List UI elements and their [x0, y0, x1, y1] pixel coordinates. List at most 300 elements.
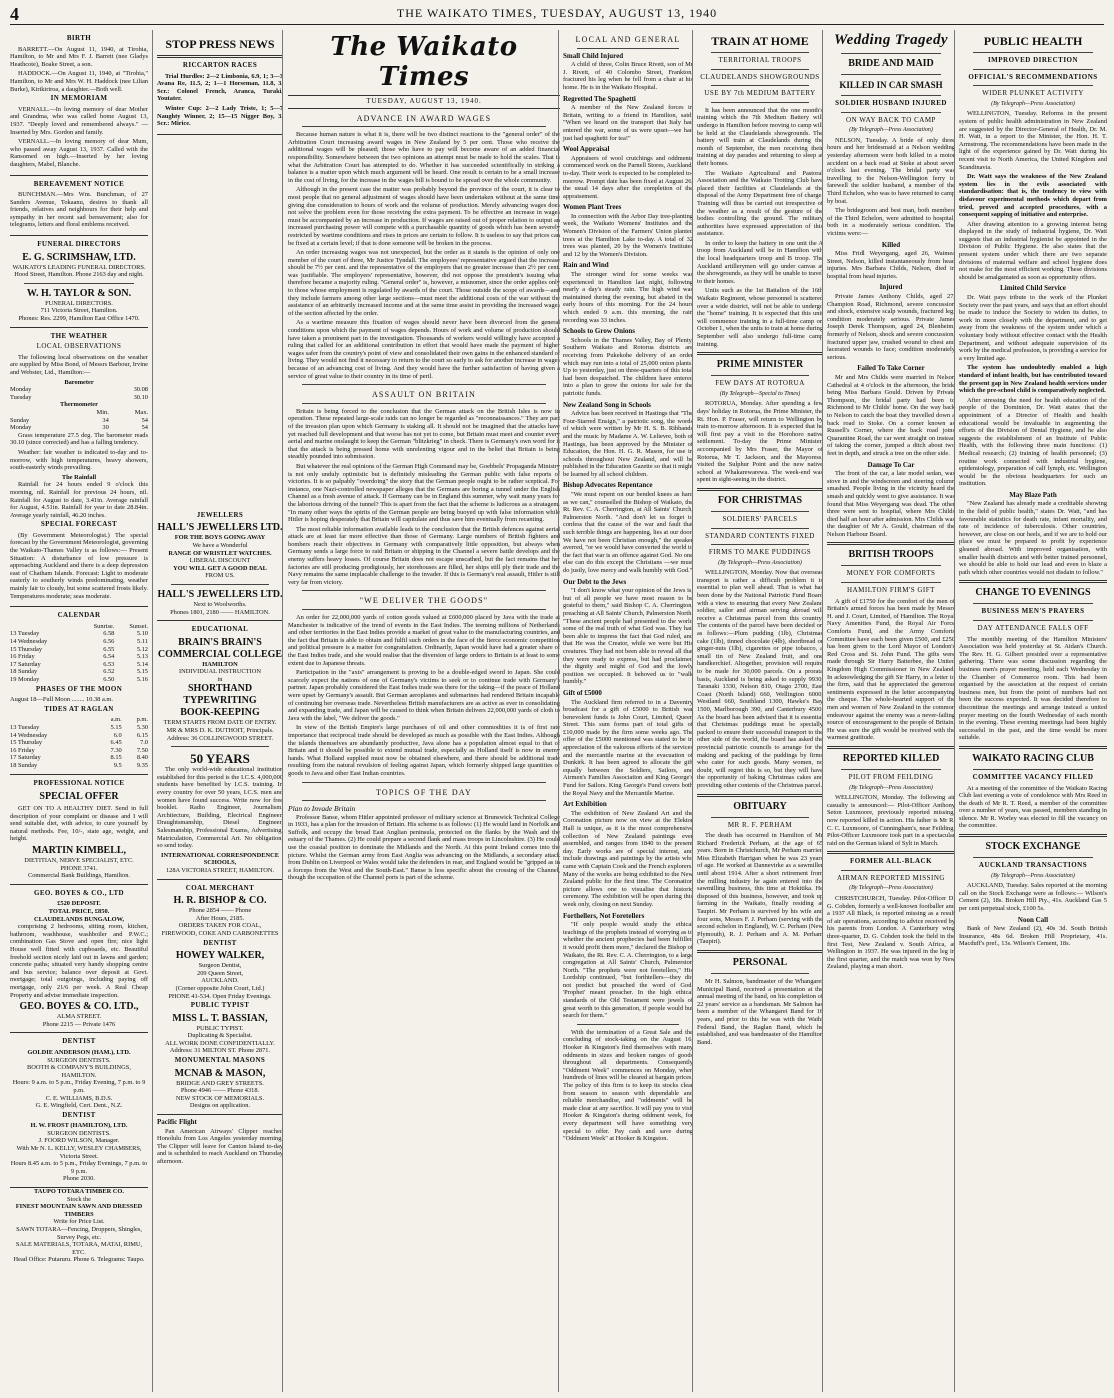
- ics-body: The only world-wide educational institution established for this period is the I.C.S. 4,000,000 students have benefited by I.C.S. training. In every country for over 50 years, I.C.S. men and women have found success. Write now for free booklet. Radio Engineer, Journalism, Architecture, Building, Electrical Engineer, Draughtsmanship, Diesel Engineer, Salesmanship, Professional Exams, Advertising, Matriculation, Commercial Art. No obligation, so send today.: [157, 766, 283, 850]
- ics-ad: [157, 751, 283, 874]
- weather-note: Weather: fair weather is indicated to-day and to-morrow, with high temperatures, heavy showers, south-easterly winds prevailing.: [10, 448, 148, 472]
- weather-note: Grass temperature 27.5 deg. The barometer reads 30.10 (since corrected) and has a falling tendency.: [10, 431, 148, 447]
- thermo-max: 54: [141, 424, 148, 432]
- wedding-byline: (By Telegraph—Press Association): [849, 127, 933, 134]
- pacific-body: Pan American Airways' Clipper reached Honolulu from Los Angeles yesterday morning. The Clipper will leave for Canton Island to-day and is scheduled to reach Auckland on Thursday afternoon.: [157, 1127, 283, 1165]
- halls-line: LIBERAL DISCOUNT: [189, 557, 251, 565]
- memoriam-notice: VERNALL.—In loving memory of dear Mother and Grandma, who was called home August 13, 1937. "Deeply loved and remembered always." —Inserted by Mrs. Gordon and family.: [10, 105, 148, 136]
- allblack-heading: FORMER ALL-BLACK: [849, 857, 933, 866]
- kimbell-line: Commercial Bank Buildings, Hamilton.: [27, 872, 131, 880]
- barometer-heading: Barometer: [64, 378, 94, 386]
- dentist-name: GOLDIE ANDERSON (HAM.), LTD.: [27, 1048, 131, 1056]
- evenings-paragraph: The monthly meeting of the Hamilton Ministers' Association was held yesterday at St. Aidan's Church. The Rev. H. G. Gilbert presided over a representative gathering. There was some discussion regarding the business men's prayer meeting, held each Wednesday in the Chamber of Commerce room. This had been organised by the association at the request of certain business men, but from the point of numbers had not been the success expected. It was decided therefore to discontinue the meetings and arrange instead a united prayer meeting on the fourth Wednesday of each month in the evening. These evening meetings had been highly successful in the past, and the time would be more suitable.: [959, 635, 1107, 742]
- editorial-paragraph: But whatever the real opinions of the German High Command may be, Goebbels' Propaganda Ministry is not only unduly optimistic but is definitely misleading the German public with false reports of victories. It is so palpably "overdoing" the story that the German people ought to be rather sceptical. For instance, one Nazi-controlled newspaper alleges that the Germans are boring a tunnel under the English Channel as a fresh avenue of attack. If Germany can be in England this summer, why wait many years for the laborious driving of the tunnel? This is apart from the fact that the scheme is ludicrous as a stratagem. "In many other ways the spirits of the German people are being buoyed up with false information while Hitler is hoping desperately that Britain will capitulate and thus save him eventually from recanting.: [288, 462, 560, 524]
- failed-heading: Failed To Take Corner: [857, 364, 925, 373]
- injured-heading: Injured: [879, 283, 903, 292]
- sunset: 5.15: [136, 668, 148, 676]
- editorial-paragraph: The most reliable information available leads to the conclusion that the British defences against aerial attack are at least far more effective than those of Germany. Large numbers of British fighters and bombers reach their objectives in Germany with comparatively little opposition, but always when Germany sends a large force to raid Britain or shipping in the Channel a severe battle develops and the enemy suffers heavy losses. Of course Britain does not escape unscathed, but the fact remains that her factories are still producing prodigiously, her storehouses are filled, her ships still ply their trade and the Navy remains the same implacable challenge to the invader. If this is Germany's real assault, Hitler is still very far from victory.: [288, 525, 560, 586]
- noon-heading: Noon Call: [1017, 915, 1049, 924]
- barometer-day: Tuesday: [10, 393, 32, 401]
- editorial-paragraph: Although in the present case the matter was probably beyond the province of the court, it is clear to most people that no general adjustment of wages should have been undertaken without at the same time giving due consideration to hours of work and the volume of production. Merely advancing wages does not solve the problem even for those receiving the extra payment. To be effective an increase in wages must be accompanied by an increase in production. If wages are raised out of proper relation to output an increased purchasing power will compete with a purchasable quantity of goods which has been severely restricted by wartime conditions and rises in prices are certain to follow. It is useless to say that prices can be fixed at a certain level; if that is done someone will be broken in the process.: [288, 186, 560, 247]
- column-3-editorial: [282, 30, 565, 1392]
- christmas-heading: FOR CHRISTMAS: [717, 494, 803, 506]
- thermo-min: 30: [102, 424, 109, 432]
- walker-line: (Corner opposite John Court, Ltd.): [175, 984, 265, 992]
- racing-subheading: COMMITTEE VACANCY FILLED: [972, 772, 1094, 781]
- special-forecast-text: (By Government Meteorologist.) The special forecast by the Government Meteorologist, governing the Waikato-Thames Valley is as follows:— Present Situation: A disturbance of low pressure is approaching Auckland and there is a deep depression east of Chatham Islands. Forecast: Light to moderate easterly to southerly winds predominating, weather mainly fair to cloudy, but some scattered frosts likely. Temperatures moderate; seas moderate.: [10, 531, 148, 600]
- taupo-ad: [10, 1188, 148, 1264]
- educational-heading: EDUCATIONAL: [191, 625, 249, 634]
- reported-byline: (By Telegraph—Press Association): [849, 784, 933, 791]
- calendar-col: [10, 623, 77, 631]
- calendar-day: 14 Wednesday: [10, 638, 48, 645]
- calendar-col: Sunset.: [129, 622, 148, 630]
- dentist-line: SURGEON DENTISTS.: [47, 1056, 111, 1064]
- funeral-ad-line: 711 Victoria Street, Hamilton.: [40, 307, 118, 315]
- brains-line: MR & MRS D. K. DUTHOIT, Principals.: [166, 727, 274, 735]
- halls-line: RANGE OF WRISTLET WATCHES.: [168, 549, 272, 557]
- dentist-line: J. FOORD WILSON, Manager.: [38, 1137, 120, 1145]
- editorial-paragraph: Because human nature is what it is, there will be two distinct reactions to the "general order" of the Arbitration Court increasing award wages in New Zealand by 5 per cent. Those who receive the additional wages will be pleased; those who have to pay will become aware of an added financial responsibility. Somewhere between the two opinions an attempt must be made to hold the scales. That is what the Arbitration Court has attempted to do. Whether it has succeeded scientifically in striking a balance is a matter upon which much argument will be heard. One result is certain to be a small increase in the cost of living, for the increase in the wages bill is bound to be spread over the whole community.: [288, 131, 560, 184]
- health-subheading: WIDER PLUNKET ACTIVITY: [982, 89, 1084, 98]
- boyes-line: ALMA STREET.: [56, 1013, 102, 1021]
- calendar-day: 16 Friday: [10, 653, 35, 661]
- pm-paragraph: ROTORUA, Monday. After spending a few days' holiday in Rotorua, the Prime Minister, the Rt. Hon. P. Fraser, will return to Wellington by train to-morrow afternoon. It is expected that he will first pay a visit to the Horohoro native settlement. To-day the Prime Minister, accompanied by Mrs Fraser, the Mayor of Rotorua, Mr T. Jackson, and the Mayoress, visited the Sulphur Point and the new native school at Whakarewarewa. The week-end was spent in sight-seeing in the district.: [697, 400, 823, 484]
- failed-paragraph: Mr and Mrs Childs were married in Nelson Cathedral at 4 o'clock in the afternoon, the bride being Miss Barbara Gould. Driven by Private Thompson, the bridal party had been to Richmond to Mr Childs' home. On the way back to Nelson to catch the boat they travelled down a back road to Stoke. On a corner known as Russell's Corner, where the back road joins Quarantine Road, the car went straight on instead of taking the corner, jumped a ditch about two feet in depth, and struck a tree on the other side.: [827, 374, 955, 457]
- news-item-heading: Women Plant Trees: [563, 203, 622, 212]
- funeral-ad-name: W. H. TAYLOR & SON.: [26, 287, 132, 299]
- damage-paragraph: The front of the car, a late model sedan, was stove in and the windscreen and steering column smashed. People living in the vicinity heard the smash and quickly went to give assistance. It was found that Miss Weyergang was dead. The other three were sent to hospital, where Mrs Childs died half an hour after admission. Mrs Childs was the daughter of Mr A. Gould, chairman of the Nelson Harbour Board.: [827, 470, 955, 538]
- wedding-heading: Wedding Tragedy: [834, 32, 948, 48]
- brains-line: INDIVIDUAL INSTRUCTION: [179, 668, 261, 676]
- brains-title: COMMERCIAL COLLEGE: [157, 648, 283, 660]
- birth-notice: BARRETT.—On August 11, 1940, at Tirohia, Hamilton, to Mr and Mrs F. J. Barrett (nee Gladys Heathcote), Boake Street, a son.: [10, 45, 148, 68]
- jewellers-heading: JEWELLERS: [196, 510, 244, 519]
- sunrise: 6.58: [103, 630, 115, 638]
- editorial-paragraph: An order increasing wages was not unexpected, but the order as it stands is the opinion of only one member of the court of three, Mr Justice Tyndall. The employees' representative argued that the increase should be 7½ per cent. and the representative of the employers that no greater increase than 2½ per cent. was justifiable. The employers' representative, however, did not oppose the president's issuing what therefore became a majority ruling. "General order" is, however, a misnomer, since the order applies only to those whose employment is regulated by awards of the court. Those outside the scope of awards—and they include farmers among other large sections—must meet the additional costs of the war without the assistance of an arbitrarily increased income and at the same time assist in providing the increased wages of the section affected by the order.: [288, 249, 560, 317]
- dentist-heading: DENTIST: [62, 1110, 96, 1119]
- child-heading: Limited Child Service: [1000, 284, 1066, 293]
- barometer-table: [10, 386, 148, 401]
- taupo-line: SALE MATERIALS, TOTARA, MATAI, RIMU, ETC.: [15, 1241, 143, 1256]
- news-item-body: The exhibition of New Zealand Art and the Coronation picture now on view at the Elektor Hall is unique, as it is the most comprehensive collection of New Zealand paintings ever assembled, and ranges from 1840 to the present day. Early works are of special interest, and include drawings and paintings by the artists who came with Captain Cook and the French explorers. Many of the works are being exhibited to the New Zealand public for the first time. The Coronation picture allows one to visualise that historic ceremony. The exhibition will be open during this week only, closing on next Sunday.: [563, 809, 693, 908]
- news-item-heading: Schools to Grow Onions: [563, 327, 636, 336]
- tide-day: 16 Friday: [10, 746, 35, 754]
- troops-subheading: MONEY FOR COMFORTS: [846, 569, 936, 578]
- allblack-byline: (By Telegraph—Press Association): [849, 885, 933, 892]
- tide-pm: 6.15: [136, 731, 148, 739]
- damage-heading: Damage To Car: [867, 460, 915, 469]
- news-item-body: "I don't know what your opinion of the Jews is, but of all people we have most reason to be grateful to them," said Bishop C. A. Cherrington, preaching at All Saints' Church, Palmerston North. "These ancient people had presented to the world some of the real truth of what God was. They had been able to impress the fact that God ruled, and that He was the Creator, while we were but His creatures. They had not been able to reveal all that they were ready to express, but had proclaimed the dignity and might of God and the lowly position we occupied. It behoved us to "walk humbly.": [563, 587, 693, 686]
- train-subheading: USE BY 7th MEDIUM BATTERY: [704, 89, 816, 98]
- boyes-desc: comprising 2 bedrooms, sitting room, kitchen, bathroom, washhouse, washboiler and P.W.C.; combination Gas Stove and open fire; nice light House well fitted with cupboards, etc. Beautiful freehold section nicely laid out in lawns and garden; concrete paths; situated very handy shopping centre and bus service; balance over deposit at Govt. mortgage; total outgoings, including paying off mortgage, only 21/6 per week. A Real Cheap Property and advise immediate inspection.: [10, 923, 148, 999]
- news-item-body: A child of three, Colin Bruce Rivett, son of Mr J. Rivett, of 40 Colombo Street, Frankton, fractured his leg when he fell from a chair at his home. He is in the Waikato Hospital.: [563, 61, 693, 91]
- news-item-body: The Auckland firm referred to in a Daventry broadcast for a gift of £5000 to British war benevolent funds is John Court, Limited, Queen Street. This sum forms part of total gifts of £10,000 made by the firm some weeks ago. The offer of the £5000 mentioned was stated to be in appreciation of the valorous efforts of the services and the mercantile marine at the evacuation of Dunkirk. It has been agreed to allocate the gift equally between the Soldiers, Sailors, and Airmen's Families Association and King George's Fund for Sailors. King George's Fund covers both the Royal Navy and the Mercantile Marine.: [563, 698, 693, 797]
- column-5: [692, 30, 827, 1392]
- tide-day: 18 Sunday: [10, 761, 38, 769]
- stock-byline: (By Telegraph—Press Association): [991, 872, 1075, 879]
- wedding-subheading: KILLED IN CAR SMASH: [839, 80, 943, 90]
- pm-subheading: FEW DAYS AT ROTORUA: [715, 379, 805, 388]
- walker-name: HOWEY WALKER,: [175, 950, 265, 962]
- sunrise: 6.56: [103, 638, 115, 645]
- halls-line: YOU WILL GET A GOOD DEAL: [173, 564, 267, 572]
- barometer-value: 30.08: [133, 386, 148, 394]
- train-paragraph: In order to keep the battery in one unit the A troop from Auckland will be in Hamilton with the local headquarters troop and B troop. The Auckland artillerymen will go under canvas at the showgrounds, as they will be unable to travel to their homes.: [697, 239, 823, 285]
- news-item-body: Schools in the Thames Valley, Bay of Plenty, Southern Waikato and Rotorua districts are receiving from Pukekohe delivery of an order which may run into a total of 25,000 onion plants. Up to yesterday, just on three-quarters of this total had been despatched. The children have entered into a plan to grow the onions for sale for the patriotic funds.: [563, 336, 693, 397]
- running-head: THE WAIKATO TIMES, TUESDAY, AUGUST 13, 1940: [396, 6, 718, 20]
- reported-heading: REPORTED KILLED: [842, 752, 940, 764]
- brains-line: Address: 36 COLLINGWOOD STREET.: [166, 734, 274, 742]
- calendar-day: 18 Sunday: [10, 668, 38, 676]
- tide-am: 5.15: [110, 723, 122, 731]
- dentist-line: G. E. Wingfield, Cert. Dent., N.Z.: [35, 1102, 123, 1110]
- sunrise: 6.54: [103, 653, 115, 661]
- editorial-paragraph: Participation in the "axis" arrangement is proving to be a double-edged sword to Japan. She could scarcely expect the nations of one of Germany's victims to seek or to continue trade with Germany's partner. Japan probably considered the East Indies trade was there for the taking—if the peace of Holland were upset by Germany's assault. But German aeroplanes and submarines had rendered Britain incapable of continuing her overseas trade. Nevertheless British manufacturers are as active as ever in consolidating and expanding trade, and Japan will be caused to think when Britain delivers 22,000,000 yards of cloth to Java with the label, "We deliver the goods.": [288, 669, 560, 722]
- brains-line: BOOK-KEEPING: [180, 707, 260, 719]
- wedding-subheading: SOLDIER HUSBAND INJURED: [835, 99, 947, 107]
- reported-paragraph: WELLINGTON, Monday. The following air casualty is announced:— Pilot-Officer Anthony Seton Luxmoore, previously reported missing, now reported killed in action. His father is Mr R. C. C. Luxmoore, of Cunningham's, near Feilding. Pilot-Officer Luxmoore took part in a spectacular raid on the German island of Sylt in March.: [827, 794, 955, 847]
- allblack-paragraph: CHRISTCHURCH, Tuesday. Pilot-Officer D. G. Cobden, formerly a well-known footballer and a 1937 All Black, is reported missing as a result of air operations, according to advice received by his parents from London. A Canterbury wing three-quarter, D. G. Cobden took the field in the first Test, New Zealand v. South Africa, at Wellington in 1937. He was injured in the leg in the first quarter, and the match was won by New Zealand, playing a man short.: [827, 895, 955, 971]
- stop-press-heading: STOP PRESS NEWS: [165, 37, 275, 51]
- stock-heading: STOCK EXCHANGE: [985, 841, 1081, 853]
- special-offer-title: SPECIAL OFFER: [39, 791, 119, 803]
- bishop-line: ORDERS TAKEN FOR COAL,: [178, 922, 262, 930]
- obituary-subheading: MR R. F. PERHAM: [727, 820, 793, 829]
- boyes-heading: GEO. BOYES & CO., LTD: [33, 888, 125, 897]
- tides-col: p.m.: [136, 716, 148, 724]
- sunrise: 6.55: [103, 645, 115, 653]
- calendar-table: [10, 623, 148, 684]
- sunrise: 6.50: [103, 675, 115, 683]
- special-offer-text: GET ON TO A HEALTHY DIET. Send in full description of your complaint or disease and I will send suitable diet, with advice, to cure yourself by natural methods. Fee, 10/-, state age, weight, and height.: [10, 805, 148, 843]
- thermometer-table: [10, 409, 148, 432]
- christmas-subheading: STANDARD CONTENTS FIXED: [705, 531, 815, 540]
- news-item-body: A member of the New Zealand forces in Britain, writing to a friend in Hamilton, said: "When we heard on the transport that Italy had entered the war, some of us were upset—we had just had spaghetti for tea!": [563, 104, 693, 142]
- funeral-ad-line: WAIKATO'S LEADING FUNERAL DIRECTORS.: [12, 263, 146, 271]
- boyes-name: GEO. BOYES & CO. LTD.,: [19, 1001, 139, 1013]
- calendar-heading: CALENDAR: [57, 611, 101, 620]
- brains-line: SHORTHAND: [187, 683, 253, 695]
- troops-subheading: HAMILTON FIRM'S GIFT: [847, 586, 935, 595]
- coal-heading: COAL MERCHANT: [185, 883, 255, 892]
- brains-line: TYPEWRITING: [183, 695, 257, 707]
- news-item-heading: Gift of £5000: [563, 688, 602, 697]
- train-subheading: TERRITORIAL TROOPS: [718, 56, 802, 64]
- halls-line: FOR THE BOYS GOING AWAY: [174, 534, 266, 542]
- sunset: 5.12: [136, 645, 148, 653]
- topics-heading: TOPICS OF THE DAY: [375, 787, 473, 797]
- stock-subheading: AUCKLAND TRANSACTIONS: [978, 861, 1088, 870]
- thermo-day: Monday: [10, 424, 32, 432]
- troops-heading: BRITISH TROOPS: [848, 549, 934, 561]
- walker-line: PHONE 41-534. Open Friday Evenings.: [168, 992, 272, 1000]
- moon-phase: August 18—Full Moon ........ 10.38 a.m.: [10, 696, 113, 704]
- tide-pm: 8.40: [136, 754, 148, 762]
- editorial-dateline: TUESDAY, AUGUST 13, 1940.: [288, 95, 560, 109]
- racing-paragraph: At a meeting of the committee of the Waikato Racing Club last evening a vote of condolence with Mrs Reed in the death of Mr R. T. Reed, a member of the committee over a number of years, was passed, members standing in silence. Mr R. Worley was elected to fill the vacancy on the committee.: [959, 784, 1107, 830]
- news-item-heading: Small Child Injured: [563, 51, 624, 60]
- mcnab-line: Designs on application.: [189, 1102, 251, 1110]
- wedding-subheading: BRIDE AND MAID: [848, 58, 934, 69]
- monumental-heading: MONUMENTAL MASONS: [174, 1056, 266, 1065]
- bereavement-heading: BEREAVEMENT NOTICE: [33, 179, 125, 188]
- child-paragraph: The system has undoubtedly enabled a high standard of infant health, but has contributed toward the present gap in New Zealand health services under which the pre-school child is comparatively neglected.: [959, 364, 1107, 395]
- kimbell-line: DIETITIAN, NERVE SPECIALIST, ETC.: [24, 857, 134, 865]
- reported-subheading: PILOT FROM FEILDING: [848, 772, 934, 781]
- halls-line: We have a Wonderful: [192, 541, 248, 549]
- health-paragraph: WELLINGTON, Tuesday. Reforms in the present system of public health administration in New Zealand are suggested by the Director-General of Health, Dr. M. H. Watt, in a report to the Minister, the Hon. H. T. Armstrong. The recommendations have been made in the light of the experience gained by Dr. Watt during his recent visit to North America, the United Kingdom and Scandinavia.: [959, 110, 1107, 171]
- dentist-line: With Mr N. L. KELLY, WESLEY CHAMBERS, Victoria Street.: [16, 1145, 142, 1160]
- boyes-bungalow: CLAUDELANDS BUNGALOW,: [34, 915, 124, 923]
- column-6: [822, 30, 959, 1392]
- dentist-line: Hours 8.45 a.m. to 5 p.m., Friday Evenings, 7 p.m. to 9 p.m.: [10, 1160, 148, 1175]
- bishop-line: FIREWOOD, COKE AND CARBONETTES: [161, 929, 279, 937]
- halls-name: HALL'S JEWELLERS LTD.: [157, 522, 283, 534]
- news-item-body: Appraisers of wool crutchings and oddments commenced work on the Parnell Stores, Auckland, to-day. Their work is expected to be completed to-morrow. Prompt date has been fixed at August 26, the usual 14 days after the completion of the appraisement.: [563, 154, 693, 200]
- pacific-heading: Pacific Flight: [157, 1118, 197, 1127]
- sunset: 5.10: [136, 630, 148, 638]
- mcnab-name: MCNAB & MASON,: [174, 1067, 266, 1079]
- news-item-heading: Art Exhibition: [563, 800, 607, 809]
- child-paragraph: After stressing the need for health education of the people of the Dominion, Dr. Watt states that the appointment of a Director of Health and health educational would be invaluable in augmenting the efforts of the Division of Dental Hygiene, and he also suggests the establishment of an Institute of Public Health, with the following three main functions: (1) Medical research; (2) training of health personnel; (3) routine work connected with industrial hygiene, epidemiology, preparation of calf lymph, etc. Wellington would be the obvious headquarters for such an institution.: [959, 396, 1107, 488]
- topic-heading: Plan to Invade Britain: [288, 804, 356, 814]
- funeral-ad-line: Phones: Res. 2299, Hamilton East Office 1470.: [18, 315, 140, 323]
- news-item-heading: Bishop Advocates Repentance: [563, 481, 653, 490]
- dentist-line: C. E. WILLIAMS, B.D.S.: [45, 1094, 113, 1102]
- thermo-max: 54: [141, 416, 148, 424]
- thermo-day: Sunday: [10, 416, 30, 424]
- sunset: 5.11: [137, 638, 148, 645]
- boyes-price: £520 DEPOSIT.: [57, 900, 101, 908]
- wedding-paragraph: NELSON, Tuesday. A bride of only three hours and her bridesmaid at a Nelson wedding yesterday afternoon were both killed in a motor accident on a back road at Stoke at about seven o'clock last evening. The bridal party was travelling to the Nelson-Wellington ferry to farewell the soldier husband, a member of the Third Echelon, who was to have returned to camp by boat.: [827, 136, 955, 205]
- dentist-line: Phone 2030.: [63, 1175, 95, 1183]
- brains-town: HAMILTON: [202, 660, 238, 668]
- bassian-line: Duplicating & Specialist.: [187, 1032, 253, 1040]
- typist-heading: PUBLIC TYPIST: [190, 1001, 250, 1010]
- birth-notice: HADDOCK.—On August 11, 1940, at "Tirohia," Hamilton, to Mr and Mrs W. H. Haddock (nee Lilian Burke), Kirikiriroa, a daughter.—Both well.: [10, 70, 148, 93]
- personal-paragraph: Mr H. Salmon, bandmaster of the Whangarei Municipal Band, received a presentation at the annual meeting of the band, on his completion of 22 years' service as a bandsman. Mr Salmon has been a member of the Whangarei Band for 16 years, and prior to this he was with the Waihi Federal Band, the Raglan Band, which he established, and was bandmaster of the Hamilton Band.: [697, 978, 823, 1046]
- barometer-day: Monday: [10, 386, 32, 394]
- news-item-heading: Our Debt to the Jews: [563, 577, 627, 586]
- sunrise: 6.53: [103, 660, 115, 668]
- personal-heading: PERSONAL: [732, 957, 788, 968]
- news-item-heading: Wool Appraisal: [563, 145, 610, 154]
- editorial-paragraph: As a wartime measure this fixation of wages should never have been divorced from the general conditions upon which the payment of wages depends. Hours of work and volume of production should have taken a prominent part in the investigation. Thousands of workers would willingly have accepted a ruling that called for an additional contribution in effort that would have made the payment of higher wages safer from the country's point of view and consolidated their own gains in the enhanced standard of living. They would not find it necessary to return to the court so early to ask for another increase in wages because of an advancing cost of living. And they would have the further satisfaction of having given a service of great value to their country in its time of peril.: [288, 319, 560, 380]
- funeral-ad: [10, 288, 148, 323]
- sunrise: 6.52: [103, 668, 115, 676]
- racing-heading: WAIKATO RACING CLUB: [972, 752, 1094, 764]
- bishop-line: Phone 2854 —— Phone: [188, 907, 252, 915]
- calendar-day: 17 Saturday: [10, 660, 41, 668]
- evenings-subheading: DAY ATTENDANCE FALLS OFF: [977, 624, 1089, 632]
- health-paragraph: After drawing attention to a growing interest being displayed in the study of industrial hygiene, Dr. Watt suggests that an industrial hygienist be appointed in the Division of Public Hygiene. He also states that the present system under which there are two separate divisions of maternal welfare and school hygiene does not make for the most efficient working. These divisions should be amalgamated as soon as opportunity offers.: [959, 220, 1107, 281]
- news-item-body: "We must repent on our bended knees as hard as we can," counselled the Bishop of Waikato, the Rt. Rev. C. A. Cherrington, at All Saints' Church, Palmerston North. "And don't let us forget to confess that the cause of the war and fault that such terrible things are happening, lies at our door. We have not been Christian enough," the speaker averred, "or we would have converted the world to the fact that war is an offence against God. No one else can do this except the Christians —we must do justly, love mercy and walk humbly with God.": [563, 491, 693, 574]
- evenings-heading: CHANGE TO EVENINGS: [975, 587, 1091, 599]
- editorial-heading: "WE DELIVER THE GOODS": [359, 596, 489, 606]
- funeral-heading: FUNERAL DIRECTORS: [37, 240, 121, 249]
- weather-heading: THE WEATHER: [50, 331, 108, 340]
- thermo-col: [10, 409, 73, 417]
- editorial-paragraph: Britain is being forced to the conclusion that the German attack on the British Isles is now in operation. These repeated large-scale raids can no longer be regarded as "reconnaissances." They are part of the invasion plan upon which Germany is staking all. It should not be imagined that the attacks have yet reached full development and that worse has not yet to come, but Britain must meet and counter every aerial and marine onslaught to keep the German "blitzkrieg" in check. There is Germany's own word for it that the attack is being pressed home with unrelenting vigour and in the belief that Britain is being steadily pounded into submission.: [288, 407, 560, 461]
- health-byline: (By Telegraph—Press Association): [991, 100, 1075, 107]
- editorial-paragraph: An order for 22,000,000 yards of cotton goods valued at £600,000 placed by Java with the trade at Manchester is indicative of the trend of events in the East Indies. The teeming millions of Netherlands and other territories in the East Indies provide a market of great value to the manufacturing countries, and the fact that Britain is able to obtain and fulfil such orders in the face of the fierce economic competition and political pressure is a matter for congratulation. Ordinarily, Japan would have had a greater share of the East Indies trade, and she would realise that the diversion of large orders to Britain is at least to some extent due to Japanese threats.: [288, 614, 560, 667]
- child-paragraph: Dr. Watt pays tribute to the work of the Plunket Society over the past years, and says that an effort should be made to induce the Society to widen its duties, to work in more closely with the department, and to get away from the weakness of the system under which a voluntary body without effective contact with the Health Department, and without adequate supervision of its work by the medical profession, is providing a service for a very limited age.: [959, 294, 1107, 362]
- ics-addr: 128A VICTORIA STREET, HAMILTON.: [165, 866, 275, 874]
- masthead: [10, 4, 1104, 25]
- bishop-line: After Hours, 2185.: [195, 914, 245, 922]
- news-item-heading: Regretted The Spaghetti: [563, 94, 636, 103]
- dentist-line: SURGEON DENTISTS.: [47, 1129, 111, 1137]
- sunset: 5.14: [136, 660, 148, 668]
- tide-day: 14 Wednesday: [10, 731, 48, 739]
- professional-heading: PROFESSIONAL NOTICE: [33, 778, 125, 787]
- rainfall-heading: The Rainfall: [61, 473, 97, 481]
- halls-line: Next to Woolworths.: [193, 600, 247, 608]
- tide-am: 6.0: [113, 731, 122, 739]
- thermo-col: Max.: [134, 408, 148, 416]
- boyes-total: TOTAL PRICE, £850.: [48, 908, 110, 916]
- health-subheading: OFFICIAL'S RECOMMENDATIONS: [968, 72, 1098, 81]
- taupo-line: FINEST MOUNTAIN SAWN AND DRESSED TIMBERS: [15, 1203, 143, 1218]
- page-number: 4: [10, 4, 19, 24]
- dentist-line: BOOTH & COMPANY'S BUILDINGS, HAMILTON.: [27, 1064, 131, 1079]
- thermometer-heading: Thermometer: [60, 401, 98, 409]
- taupo-line: Head Office: Putaruru. Phone 6. Telegrams: Taupo.: [13, 1256, 145, 1264]
- taupo-line: Write for Price List.: [53, 1218, 105, 1226]
- birth-heading: BIRTH: [66, 34, 92, 42]
- boyes-line: Phone 2215 — Private 1476: [42, 1020, 116, 1028]
- calendar-day: 15 Thursday: [10, 645, 43, 653]
- editorial-heading: ASSAULT ON BRITAIN: [371, 390, 477, 400]
- tides-heading: TIDES AT RAGLAN: [44, 704, 114, 713]
- dentist-line: Hours: 9 a.m. to 5 p.m., Friday Evening, 7 p.m. to 9 p.m.: [12, 1079, 146, 1094]
- weather-box: [10, 328, 148, 608]
- news-item-body: "If only people would study the ethical teachings of the prophets instead of worrying as to whether the ancient prophecies had been fulfilled it would profit them more," declared the Bishop of Waikato, the Rt. Rev. C. A. Cherrington, to a large congregation at All Saints' Church, Palmerston North. "The prophets were not foretellers," His Lordship continued, "but forthtellers—they did not predict but preached the word of God. 'Prophet' meant preacher. In the high ethical standards of the Old Testament were jewels of great worth to this generation, if people would but search for them.": [563, 921, 693, 1020]
- train-paragraph: The Waikato Agricultural and Pastoral Association and the Waikato Trotting Club have placed their facilities at Claudelands at the disposal of the Army Department free of charge. Training will thus be carried out irrespective of the weather as a result of the gesture of the bodies controlling the ground. The military authorities have expressed appreciation of this assistance.: [697, 169, 823, 238]
- kimbell-line: PHONE 3741.: [60, 864, 98, 872]
- pm-byline: (By Telegraph—Special to Times): [719, 390, 801, 397]
- killed-heading: Killed: [881, 240, 901, 249]
- bassian-line: Address: 31 MILTON ST. Phone 2871.: [169, 1047, 271, 1055]
- brains-line: in: [217, 675, 223, 683]
- tide-am: 7.30: [110, 746, 122, 754]
- winter-cup: Winter Cup: 2—2 Lady Triste, 1; 5—7 Naughty Winner, 2; 15—15 Nigger Boy, 3. Scr.: Mirice.: [157, 104, 283, 128]
- calendar-day: 13 Tuesday: [10, 630, 40, 638]
- walker-line: 209 Queen Street,: [197, 969, 243, 977]
- tides-col: [10, 716, 96, 724]
- train-paragraph: It has been announced that the one month's training which the 7th Medium Battery will undergo in Hamilton before moving to camp will be held at the Claudelands showgrounds. The battery will train at Claudelands during the month of September, the men receiving their training at day parades and returning to sleep at their homes.: [697, 106, 823, 167]
- bassian-line: ALL WORK DONE CONFIDENTIALLY.: [165, 1039, 275, 1047]
- tide-am: 9.5: [113, 761, 122, 769]
- brains-ad: [157, 637, 283, 743]
- train-paragraph: Units such as the 1st Battalion of the 16th Waikato Regiment, whose personnel is scattered over a wide district, will not be able to undergo the "home" training. It is expected that this unit will commence training in a full-time camp on October 1, when the units to train at home during September will also undergo full-time camp training.: [697, 287, 824, 348]
- weather-subheading: LOCAL OBSERVATIONS: [36, 342, 122, 351]
- funeral-ad-line: Hood Street, Hamilton. Phone 2163 day and night.: [14, 271, 144, 279]
- obituary-heading: OBITUARY: [733, 800, 787, 812]
- tide-day: 15 Thursday: [10, 739, 43, 747]
- rainfall-text: Rainfall for 24 hours ended 9 o'clock this morning, nil. Rainfall for previous 24 hours, nil. Rainfall for August to date, 3.41in. Average rainfall for August, 4.51in. Rainfall for year to date 28.84in. Average yearly rainfall, 46.20 inches.: [10, 481, 148, 519]
- barometer-value: 30.10: [133, 393, 148, 401]
- memoriam-heading: IN MEMORIAM: [50, 94, 108, 103]
- stock-paragraph: AUCKLAND, Tuesday. Sales reported at the morning call on the Stock Exchange were as follows:— Wilson's Cement (2), 18s. Broken Hill Pty., 41s. Auckland Gas 5 per cent perpetual stock, £100 5s.: [959, 882, 1107, 913]
- news-item-body: The stronger wind for some weeks was experienced in Hamilton last night, following nearly a day's steady rain. The high wind was maintained during the evening, but abated in the early hours of this morning. For the 24 hours which ended 9 a.m. this morning, the rain recording was 33 inches.: [563, 271, 693, 324]
- health-subheading: IMPROVED DIRECTION: [987, 56, 1079, 64]
- kimbell-name: MARTIN KIMBELL,: [31, 845, 127, 857]
- blaze-paragraph: "New Zealand has already made a creditable showing in the field of public health," states Dr. Watt, "and has favourable statistics for death rate, infant mortality, and rate of incidence of tuberculosis. Other countries, however, are close on our heels, and if we are to hold our place we must be prepared to profit by experience gleaned abroad. With improved organisation, with smaller health districts and with better trained personnel, we should be able to hold our lead and even to blaze a path which other countries would not disdain to follow.": [959, 500, 1107, 576]
- walker-line: AUCKLAND.: [201, 977, 239, 985]
- halls-name: HALL'S JEWELLERS LTD.: [157, 588, 283, 600]
- bishop-name: H. R. BISHOP & CO.: [173, 895, 267, 907]
- blaze-heading: May Blaze Path: [1009, 490, 1057, 499]
- health-heading: PUBLIC HEALTH: [983, 34, 1083, 48]
- tides-table: [10, 716, 148, 769]
- editorial-paragraph: In view of the British Empire's large purchases of oil and other commodities it is of first rate importance that reciprocal trade should be developed as much as possible with the East Indies. Although the islands themselves are abundantly productive, Java alone has a population almost equal to that of Britain and it should be possible to extend mutual trade, especially as Holland itself is now in enemy hands. What Holland supplied must now be obtained elsewhere, and there should be additional trade resulting from the natural revulsion of feeling against Japan, which formerly shipped large quantities of goods to Java and other East Indian countries.: [288, 724, 560, 777]
- wedding-paragraph: The bridegroom and best man, both members of the Third Echelon, were admitted to hospital, both in a moderately serious condition. The victims were:—: [827, 207, 955, 237]
- tide-day: 13 Tuesday: [10, 723, 40, 731]
- editorial-heading: ADVANCE IN AWARD WAGES: [356, 113, 492, 123]
- thermo-min: 34: [102, 416, 109, 424]
- halls-line: FROM US.: [205, 572, 235, 580]
- allblack-subheading: AIRMAN REPORTED MISSING: [837, 873, 945, 882]
- brains-name: BRAIN'S BRAIN'S: [178, 636, 262, 648]
- calendar-day: 19 Monday: [10, 675, 40, 683]
- obituary-paragraph: The death has occurred in Hamilton of Mr Richard Frederick Perham, at the age of 65 years. Born in Christchurch, Mr Perham married Miss Elizabeth Harrigan when he was 23 years of age. He worked at Dannevirke as a sawmiller until about 1914. After a short retirement from the milling industry he again entered into the sawmilling business, this time at Hokitika. He disposed of this business, however, and took up farming in the Waikato, finally residing at Taupiri. Mr Perham is survived by his wife and four sons, Messrs F. J. Perham (serving with the second echelon in England), W. C. Perham (New Plymouth), R. J. Perham and A. M. Perham (Taupiri).: [697, 832, 823, 946]
- news-item-body: Advice has been received in Hastings that "The Four-Starred Ensign," a patriotic song, the words of which were written by Mr H. S. B. Ribbands and the music by Madame A. W. Lelievre, both of Hastings, has been approved by the Minister of Education, the Hon. H. G. R. Mason, for use in schools throughout New Zealand, and will be published in the Education Gazette so that it might be learned by all school children.: [563, 410, 693, 478]
- train-subheading: CLAUDELANDS SHOWGROUNDS: [700, 72, 820, 81]
- halls-line: Phones 1801, 2180 —— HAMILTON.: [170, 608, 270, 616]
- evenings-subheading: BUSINESS MEN'S PRAYERS: [981, 607, 1085, 616]
- news-item-heading: New Zealand Song in Schools: [563, 400, 651, 409]
- sunset: 5.16: [136, 675, 148, 683]
- taupo-name: TAUPO TOTARA TIMBER CO.: [34, 1188, 124, 1196]
- funeral-ad-line: FUNERAL DIRECTORS.: [45, 299, 113, 307]
- tides-col: a.m.: [110, 716, 122, 724]
- tide-pm: 9.35: [136, 761, 148, 769]
- walker-line: Surgeon Dentist,: [198, 962, 242, 970]
- dentist-name: H. W. FROST (HAMILTON), LTD.: [30, 1122, 128, 1130]
- killed-paragraph: Miss Fridl Weyergang, aged 26, Waimea Street, Nelson, killed instantaneously from head injuries. Mrs Barbara Childs, Nelson, died in hospital from head injuries.: [827, 250, 955, 280]
- bereavement-notice: BUNCHMAN.—Mrs Wm. Bunchman, of 27 Sanders Avenue, Tokaanu, desires to thank all friends, relatives and neighbours for their help and sympathy in her recent sad bereavement; also for telegrams, letters and floral emblems received.: [10, 191, 148, 229]
- dentist-heading: DENTIST: [62, 1037, 96, 1046]
- christmas-byline: (By Telegraph—Press Association): [718, 559, 802, 566]
- ics-big: 50 YEARS: [190, 751, 250, 767]
- pm-heading: PRIME MINISTER: [716, 359, 804, 371]
- column-7: [954, 30, 1111, 1392]
- sunset: 5.13: [136, 653, 148, 661]
- funeral-ad: [10, 252, 148, 279]
- news-item-body: In connection with the Arbor Day tree-planting week, the Waikato Womens' Institutes and the Women's Division of the Farmers' Union planted trees at the Hamilton Lake to-day. A total of 32 trees was planted, 20 by the Women's Institutes and 12 by the Women's Division.: [563, 212, 693, 258]
- mcnab-line: BRIDGE AND GREY STREETS.: [176, 1079, 264, 1087]
- train-heading: TRAIN AT HOME: [711, 34, 809, 48]
- news-item-heading: Forthellers, Not Foretellers: [563, 911, 645, 920]
- bassian-line: PUBLIC TYPIST.: [196, 1024, 244, 1032]
- bassian-name: MISS L. T. BASSIAN,: [172, 1012, 268, 1024]
- mcnab-line: Phone 4946 —— Phone 4318.: [180, 1087, 260, 1095]
- noon-paragraph: Bank of New Zealand (2), 40s 3d. South British Insurance, 48s 6d. Broken Hill Proprietary, 41s. Macduff's pref., 13s. Wilson's Cement, 18s.: [959, 925, 1107, 948]
- tide-day: 17 Saturday: [10, 754, 41, 762]
- riccarton-results: Trial Hurdles: 2—2 Limbonia, 6.9, 1; 3—3 Avana Re, 11.5, 2; 1—1 Horseman, 11.8, 3. Scr.: Colonel French, Aranca, Turaki, Youtater.: [157, 72, 283, 103]
- calendar-col: Sunrise.: [93, 622, 115, 630]
- mcnab-line: NEW STOCK OF MEMORIALS.: [175, 1094, 265, 1102]
- news-item-heading: Rain and Wind: [563, 261, 609, 270]
- topic-paragraph: Professor Banse, whom Hitler appointed professor of military science at Brunswick Technical College in 1933, has a plan for the invasion of Britain. His scheme is as follows: (1) He would land in Norfolk and Suffolk, and occupy the broad East Anglian peninsula, protected on the flanks by the Wash and the estuary of the Thames. (2) He could prepare a second flank and mass troops in Lincolnshire. (3) He could use the coastal position to dominate the Midlands and the North. At this point Ireland comes into the picture. Whilst the German army from East Anglia was advancing on the Midlands, a secondary attack from Dublin on Liverpool or Wales would take the defenders in rear, and England would be "gripped as in a forceps from the West and the South-East." Banse is less specific about the crossing of the Channel, though the occupation of the Channel ports is part of the scheme.: [288, 813, 560, 882]
- christmas-subheading: SOLDIERS' PARCELS: [722, 514, 798, 523]
- nameplate: The Waikato Times: [330, 32, 518, 92]
- memoriam-notice: VERNALL.—In loving memory of dear Mum, who passed away August 13, 1937. Called with the Ransomed on high.—Inserted by her loving daughters, Mabel, Blanche.: [10, 138, 148, 168]
- special-forecast-heading: SPECIAL FORECAST: [40, 520, 118, 529]
- christmas-subheading: FIRMS TO MAKE PUDDINGS: [708, 548, 812, 557]
